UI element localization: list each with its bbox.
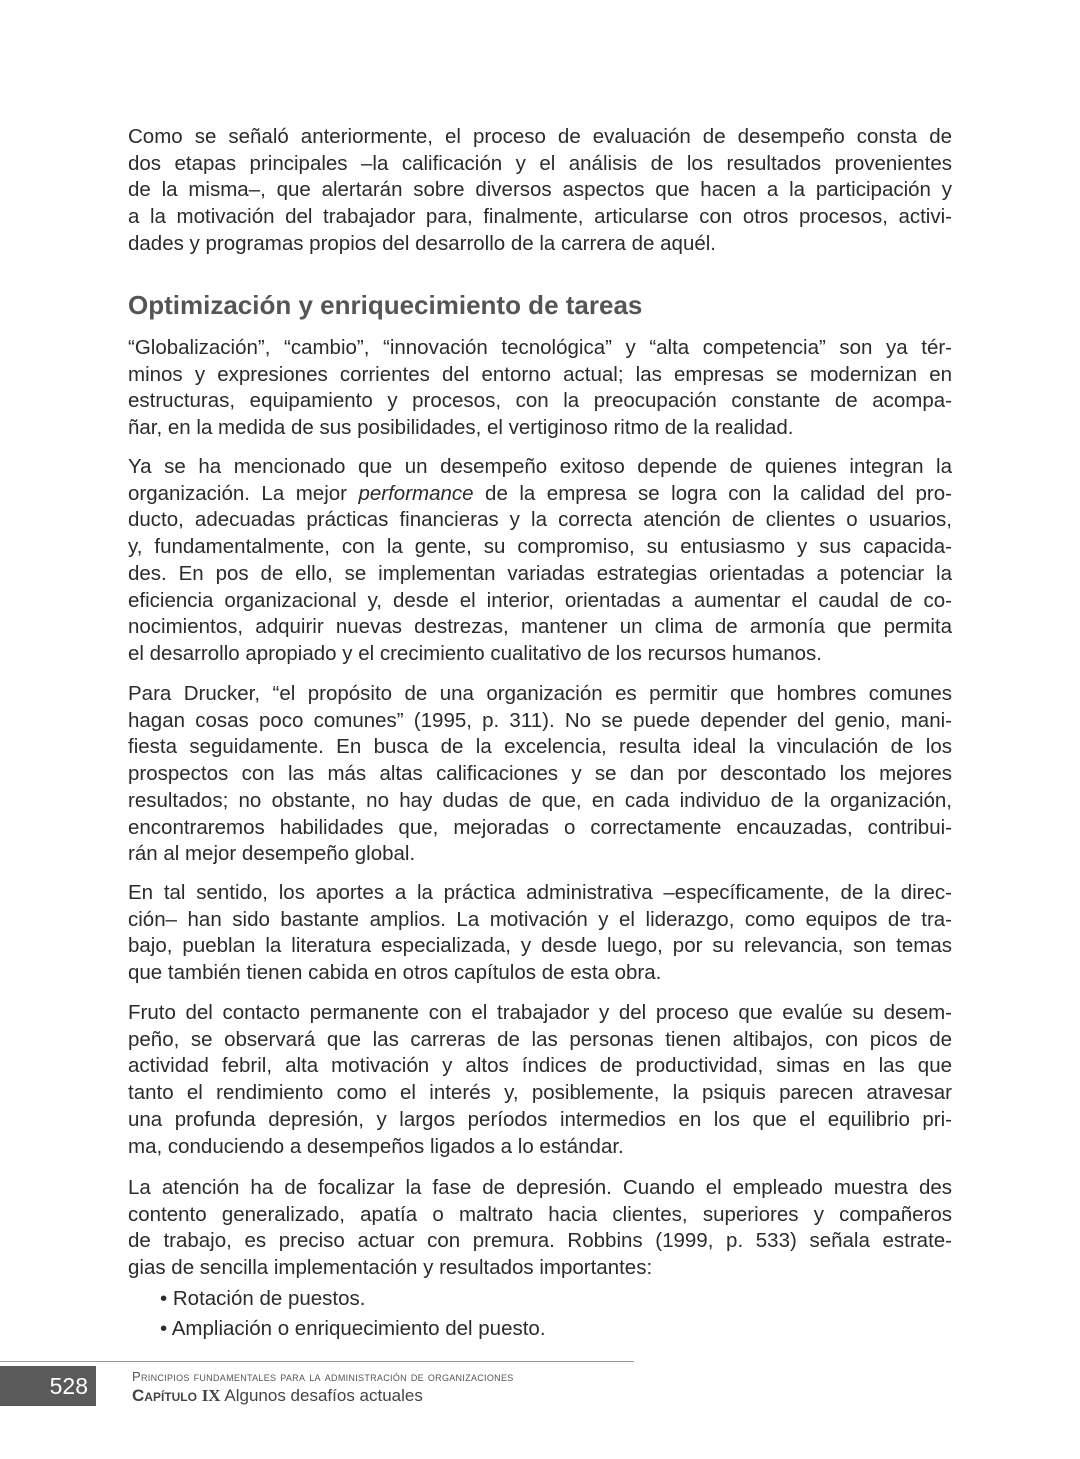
chapter-label: Capítulo: [132, 1386, 197, 1405]
text-line: minos y expresiones corrientes del entorno actual; las empresas se modernizan en: [128, 362, 952, 386]
text-line: dades y programas propios del desarrollo de la carrera de aquél.: [128, 231, 717, 255]
chapter-line: [132, 1386, 423, 1406]
paragraph: [128, 681, 952, 868]
text-line: hagan cosas poco comunes” (1995, p. 311). No se puede depender del genio, mani-: [128, 708, 952, 732]
text-line: estructuras, equipamiento y procesos, con la preocupación constante de acompa-: [128, 389, 952, 413]
book-title: Principios fundamentales para la administración de organizaciones: [132, 1369, 514, 1384]
text-line: dos etapas principales –la calificación y el análisis de los resultados provenientes: [128, 151, 952, 175]
text-line: prospectos con las más altas calificaciones y se dan por descontado los mejores: [128, 762, 952, 786]
text-line: eficiencia organizacional y, desde el interior, orientadas a aumentar el caudal de co-: [128, 588, 952, 612]
text-line: gias de sencilla implementación y resultados importantes:: [128, 1256, 653, 1280]
text-line: La atención ha de focalizar la fase de depresión. Cuando el empleado muestra des: [128, 1176, 952, 1199]
chapter-title: Algunos desafíos actuales: [224, 1386, 423, 1405]
text-line: nocimientos, adquirir nuevas destrezas, mantener un clima de armonía que permita: [128, 615, 952, 639]
text-line: de la misma–, que alertarán sobre diversos aspectos que hacen a la participación y: [128, 178, 952, 202]
text-line: peño, se observará que las carreras de las personas tienen altibajos, con picos de: [128, 1027, 952, 1051]
text-line: ducto, adecuadas prácticas financieras y la correcta atención de clientes o usuarios,: [128, 508, 952, 532]
text-line: organización. La mejor performance de la empresa se logra con la calidad del pro-: [128, 481, 952, 505]
text-line: En tal sentido, los aportes a la práctica administrativa –específicamente, de la direc-: [128, 881, 952, 904]
text-line: y, fundamentalmente, con la gente, su compromiso, su entusiasmo y sus capacida-: [128, 535, 952, 559]
text-line: bajo, pueblan la literatura especializada, y desde luego, por su relevancia, son temas: [128, 934, 952, 958]
text-line: fiesta seguidamente. En busca de la excelencia, resulta ideal la vinculación de los: [128, 735, 952, 759]
footer-divider: [0, 1361, 634, 1362]
text-line: tanto el rendimiento como el interés y, posiblemente, la psiquis parecen atravesar: [128, 1081, 952, 1105]
section-heading: Optimización y enriquecimiento de tareas: [128, 290, 643, 320]
bullet-item: • Ampliación o enriquecimiento del puesto.: [160, 1317, 546, 1340]
paragraph: [128, 1175, 952, 1282]
text-line: Para Drucker, “el propósito de una organización es permitir que hombres comunes: [128, 682, 952, 705]
paragraph: [128, 880, 952, 987]
text-line: una profunda depresión, y largos períodos intermedios en los que el equilibrio pri-: [128, 1107, 952, 1131]
paragraph: [128, 1000, 952, 1160]
text-line: rán al mejor desempeño global.: [128, 842, 416, 866]
text-line: el desarrollo apropiado y el crecimiento cualitativo de los recursos humanos.: [128, 641, 822, 665]
chapter-number: IX: [201, 1386, 221, 1405]
text-line: resultados; no obstante, no hay dudas de que, en cada individuo de la organización,: [128, 788, 952, 812]
paragraph: [128, 335, 952, 442]
text-line: Ya se ha mencionado que un desempeño exitoso depende de quienes integran la: [128, 455, 952, 478]
text-line: ción– han sido bastante amplios. La motivación y el liderazgo, como equipos de tra-: [128, 907, 952, 931]
page-number: 528: [0, 1366, 96, 1406]
text-line: de trabajo, es preciso actuar con premura. Robbins (1999, p. 533) señala estrate-: [128, 1229, 952, 1253]
text-line: Como se señaló anteriormente, el proceso de evaluación de desempeño consta de: [128, 125, 952, 148]
text-line: actividad febril, alta motivación y altos índices de productividad, simas en las que: [128, 1054, 952, 1078]
text-line: ñar, en la medida de sus posibilidades, el vertiginoso ritmo de la realidad.: [128, 416, 794, 440]
text-line: ma, conduciendo a desempeños ligados a lo estándar.: [128, 1134, 624, 1158]
text-line: a la motivación del trabajador para, finalmente, articularse con otros procesos, activi-: [128, 205, 952, 229]
paragraph: [128, 454, 952, 668]
text-line: des. En pos de ello, se implementan variadas estrategias orientadas a potenciar la: [128, 561, 952, 585]
bullet-item: • Rotación de puestos.: [160, 1287, 366, 1310]
text-line: contento generalizado, apatía o maltrato hacia clientes, superiores y compañeros: [128, 1202, 952, 1226]
paragraph: [128, 124, 952, 258]
text-line: “Globalización”, “cambio”, “innovación tecnológica” y “alta competencia” son ya tér-: [128, 336, 952, 359]
text-line: encontraremos habilidades que, mejoradas o correctamente encauzadas, contribui-: [128, 815, 952, 839]
text-line: Fruto del contacto permanente con el trabajador y del proceso que evalúe su desem-: [128, 1001, 952, 1024]
text-line: que también tienen cabida en otros capítulos de esta obra.: [128, 961, 662, 985]
